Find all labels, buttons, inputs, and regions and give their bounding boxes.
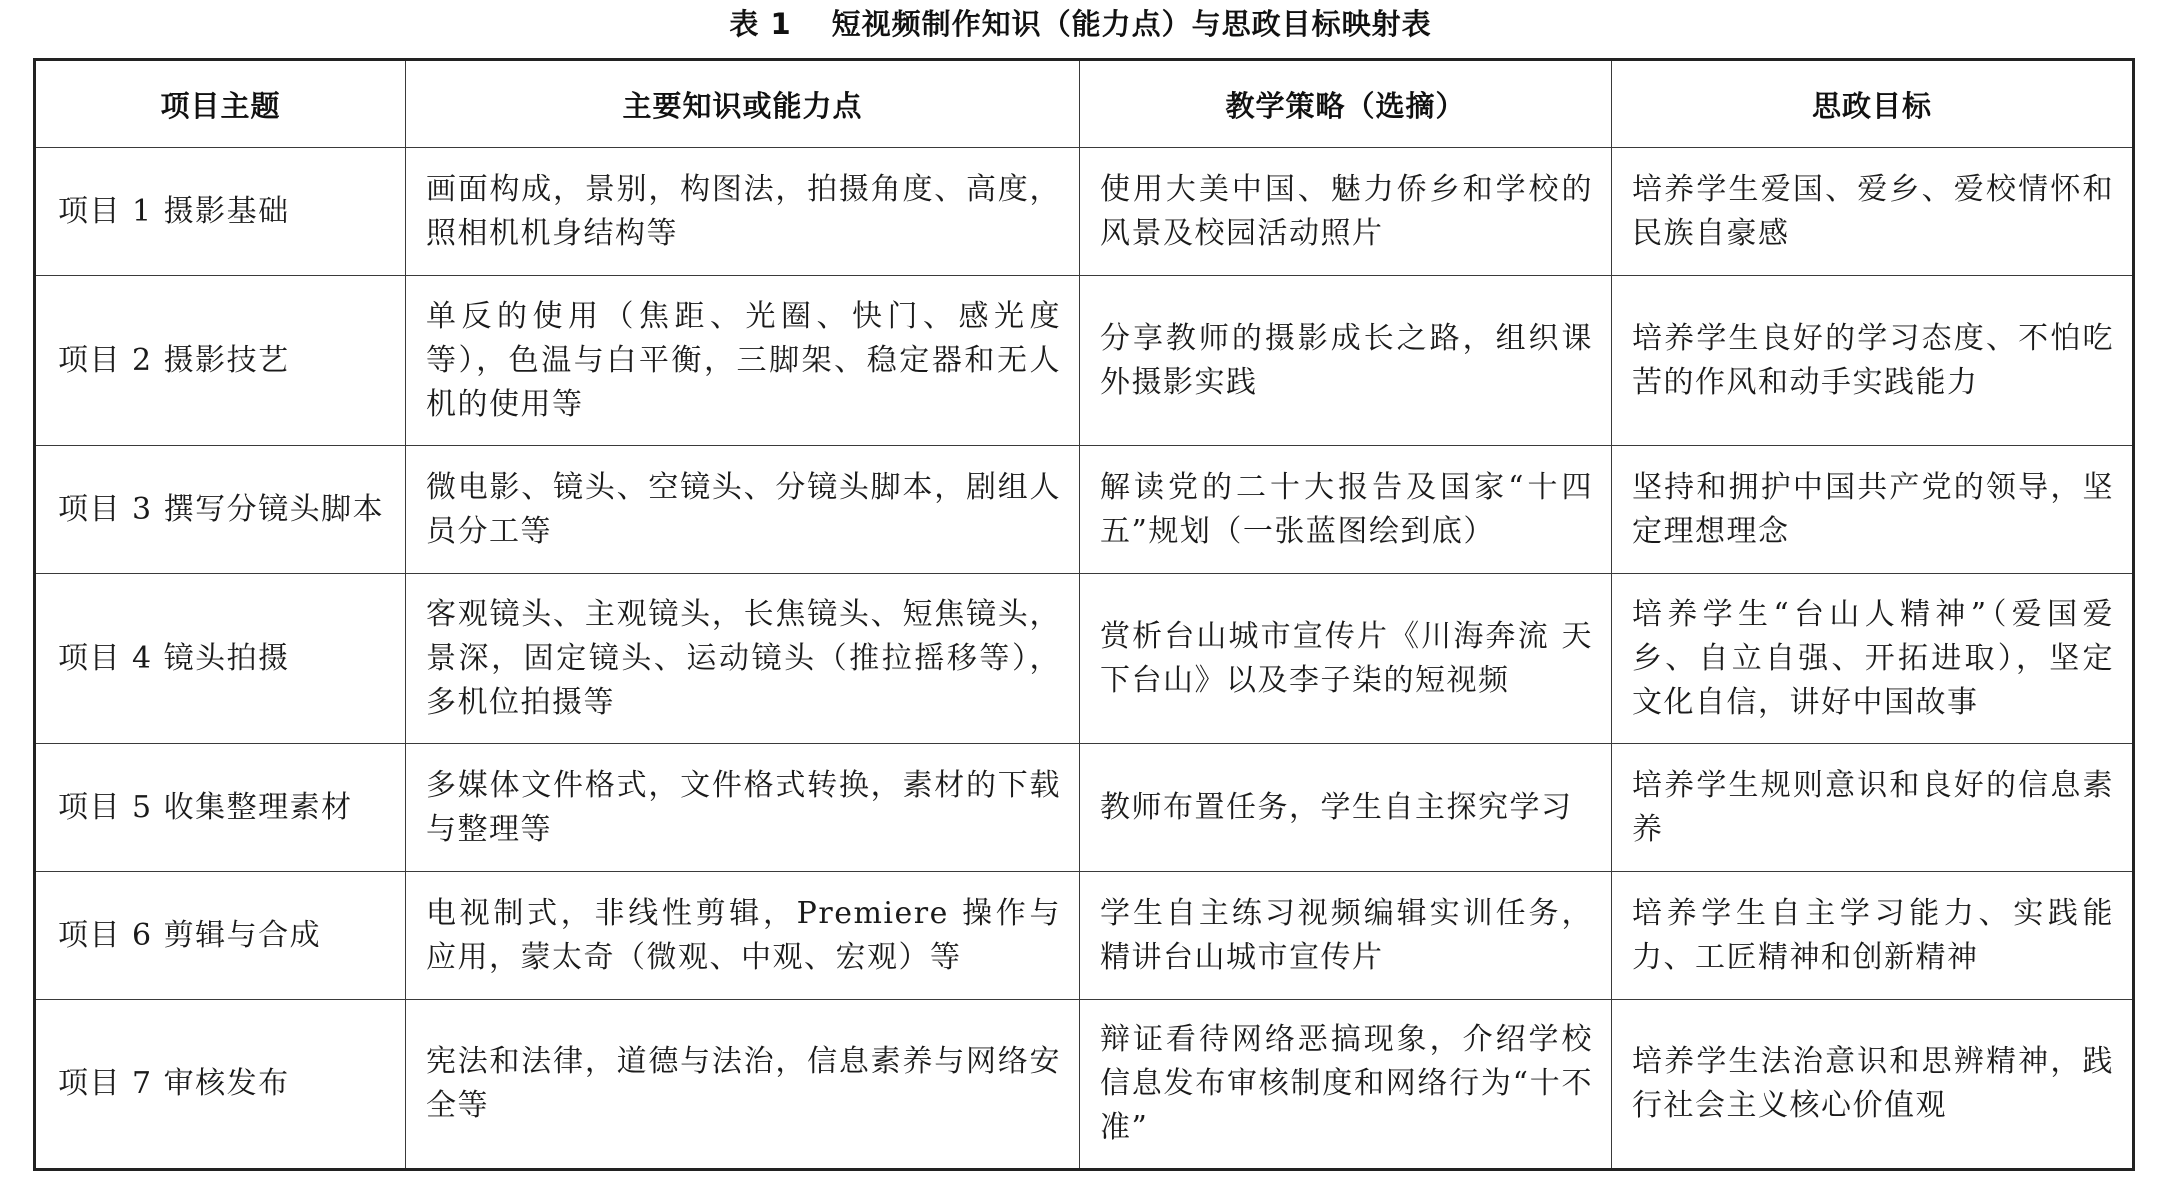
table-row — [35, 446, 2134, 574]
table-row — [35, 872, 2134, 1000]
cell-knowledge: 客观镜头、主观镜头，长焦镜头、短焦镜头，景深，固定镜头、运动镜头（推拉摇移等），多机位拍摄等 — [406, 574, 1080, 744]
cell-knowledge: 多媒体文件格式，文件格式转换，素材的下载与整理等 — [406, 744, 1080, 872]
cell-strategy: 使用大美中国、魅力侨乡和学校的风景及校园活动照片 — [1080, 148, 1612, 276]
header-topic: 项目主题 — [35, 60, 406, 148]
header-goal: 思政目标 — [1612, 60, 2134, 148]
table-title: 短视频制作知识（能力点）与思政目标映射表 — [831, 7, 1432, 41]
table-row — [35, 574, 2134, 744]
cell-goal: 培养学生自主学习能力、实践能力、工匠精神和创新精神 — [1612, 872, 2134, 1000]
header-knowledge: 主要知识或能力点 — [406, 60, 1080, 148]
cell-strategy: 教师布置任务，学生自主探究学习 — [1080, 744, 1612, 872]
cell-strategy: 学生自主练习视频编辑实训任务，精讲台山城市宣传片 — [1080, 872, 1612, 1000]
table-row — [35, 1000, 2134, 1170]
cell-topic: 项目 2 摄影技艺 — [35, 276, 406, 446]
cell-goal: 培养学生良好的学习态度、不怕吃苦的作风和动手实践能力 — [1612, 276, 2134, 446]
cell-topic: 项目 1 摄影基础 — [35, 148, 406, 276]
cell-goal: 培养学生“台山人精神”（爱国爱乡、自立自强、开拓进取），坚定文化自信，讲好中国故事 — [1612, 574, 2134, 744]
cell-topic: 项目 4 镜头拍摄 — [35, 574, 406, 744]
cell-knowledge: 单反的使用（焦距、光圈、快门、感光度等），色温与白平衡，三脚架、稳定器和无人机的使用等 — [406, 276, 1080, 446]
cell-strategy: 辩证看待网络恶搞现象，介绍学校信息发布审核制度和网络行为“十不准” — [1080, 1000, 1612, 1170]
table-header-row — [35, 60, 2134, 148]
cell-strategy: 赏析台山城市宣传片《川海奔流 天下台山》以及李子柒的短视频 — [1080, 574, 1612, 744]
table-row — [35, 744, 2134, 872]
mapping-table — [33, 58, 2135, 1171]
table-row — [35, 276, 2134, 446]
cell-topic: 项目 3 撰写分镜头脚本 — [35, 446, 406, 574]
cell-knowledge: 微电影、镜头、空镜头、分镜头脚本，剧组人员分工等 — [406, 446, 1080, 574]
cell-topic: 项目 6 剪辑与合成 — [35, 872, 406, 1000]
cell-knowledge: 宪法和法律，道德与法治，信息素养与网络安全等 — [406, 1000, 1080, 1170]
cell-knowledge: 画面构成，景别，构图法，拍摄角度、高度，照相机机身结构等 — [406, 148, 1080, 276]
cell-goal: 培养学生爱国、爱乡、爱校情怀和民族自豪感 — [1612, 148, 2134, 276]
cell-goal: 培养学生法治意识和思辨精神，践行社会主义核心价值观 — [1612, 1000, 2134, 1170]
table-caption — [0, 2, 2161, 46]
cell-goal: 培养学生规则意识和良好的信息素养 — [1612, 744, 2134, 872]
cell-strategy: 分享教师的摄影成长之路，组织课外摄影实践 — [1080, 276, 1612, 446]
table-number: 表 1 — [729, 7, 792, 41]
cell-topic: 项目 5 收集整理素材 — [35, 744, 406, 872]
cell-goal: 坚持和拥护中国共产党的领导，坚定理想理念 — [1612, 446, 2134, 574]
cell-knowledge: 电视制式，非线性剪辑，Premiere 操作与应用，蒙太奇（微观、中观、宏观）等 — [406, 872, 1080, 1000]
header-strategy: 教学策略（选摘） — [1080, 60, 1612, 148]
cell-topic: 项目 7 审核发布 — [35, 1000, 406, 1170]
table-row — [35, 148, 2134, 276]
cell-strategy: 解读党的二十大报告及国家“十四五”规划（一张蓝图绘到底） — [1080, 446, 1612, 574]
